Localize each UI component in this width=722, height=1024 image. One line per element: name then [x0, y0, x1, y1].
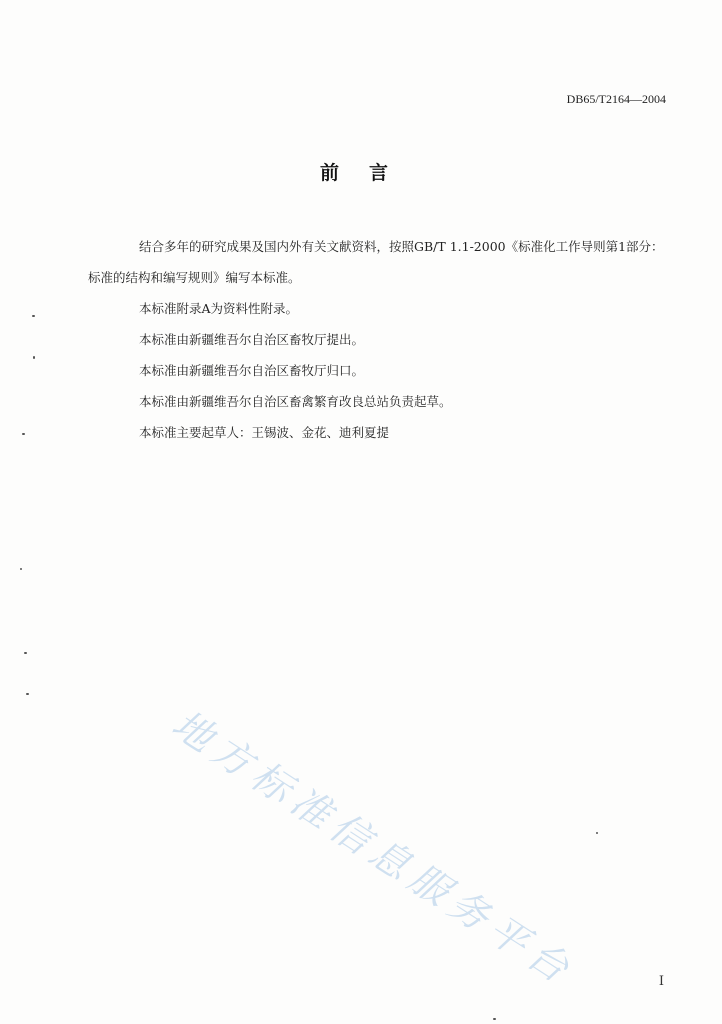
scan-speck — [20, 568, 22, 570]
paragraph-reference: 结合多年的研究成果及国内外有关文献资料，按照GB/T 1.1-2000《标准化工作导则第1部分：标准的结构和编写规则》编写本标准。 — [88, 239, 664, 285]
page-title: 前言 — [319, 162, 418, 184]
page-number: I — [658, 974, 664, 989]
scan-speck — [596, 832, 598, 834]
paragraph-appendix: 本标准附录A为资料性附录。 — [139, 301, 299, 316]
scan-speck — [33, 356, 35, 359]
paragraph-proposed-by: 本标准由新疆维吾尔自治区畜牧厅提出。 — [139, 332, 365, 347]
scan-speck — [493, 1018, 496, 1020]
document-code: DB65/T2164—2004 — [566, 92, 666, 106]
scan-speck — [24, 652, 27, 654]
scan-speck — [32, 315, 35, 317]
scan-speck — [22, 433, 25, 435]
paragraph-drafters: 本标准主要起草人：王锡波、金花、迪利夏提 — [139, 425, 390, 440]
watermark: 地方标准信息服务平台 — [163, 702, 583, 996]
scan-speck — [26, 693, 29, 695]
foreword-body — [88, 231, 668, 448]
paragraph-managed-by: 本标准由新疆维吾尔自治区畜牧厅归口。 — [139, 363, 365, 378]
paragraph-drafted-by: 本标准由新疆维吾尔自治区畜禽繁育改良总站负责起草。 — [139, 394, 452, 409]
